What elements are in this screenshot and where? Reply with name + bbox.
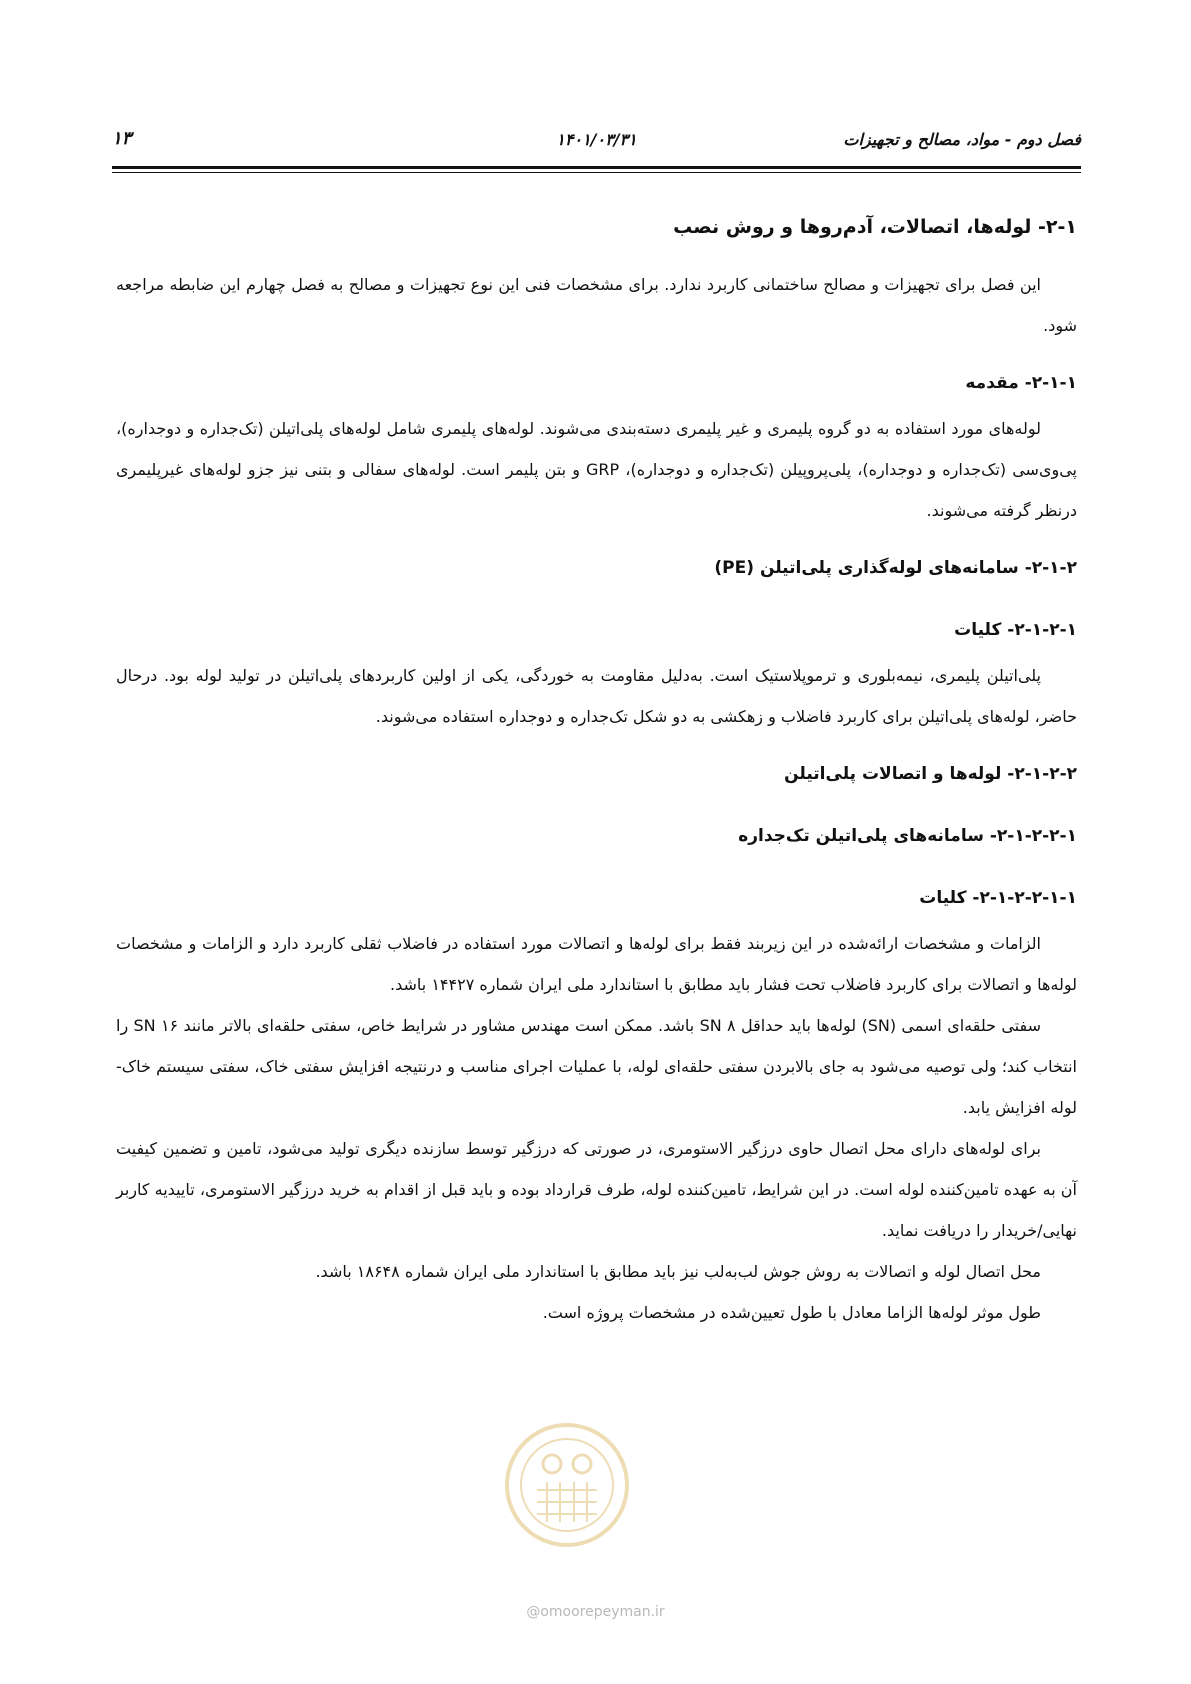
subsection-heading: ۲-۱-۲- سامانه‌های لوله‌گذاری پلی‌اتیلن (PE) [714, 558, 1077, 578]
paragraph: برای لوله‌های دارای محل اتصال حاوی درزگیر الاستومری، در صورتی که درزگیر توسط سازنده دیگری تولید می‌شود، تامین و تضمین کیفیت آن به عهده تامین‌کننده لوله است. در این شرایط، تامین‌کننده لوله، طرف قرارداد بوده و باید قبل از اقدام به خرید درزگیر الاستومری، تاییدیه کاربر نهایی/خریدار را دریافت نماید. [116, 1139, 1077, 1240]
document-date: ۱۴۰۱/۰۳/۳۱ [556, 130, 637, 149]
subsection-heading: ۲-۱-۲-۲-۱-۱- کلیات [919, 888, 1077, 908]
subsection-heading: ۲-۱-۱- مقدمه [965, 373, 1077, 393]
chapter-title: فصل دوم - مواد، مصالح و تجهیزات [843, 130, 1081, 149]
paragraph: الزامات و مشخصات ارائه‌شده در این زیربند فقط برای لوله‌ها و اتصالات مورد استفاده در فاضلاب ثقلی کاربرد دارد و الزامات و مشخصات لوله‌ها و اتصالات برای کاربرد فاضلاب تحت فشار باید مطابق با استاندارد ملی ایران شماره ۱۴۴۲۷ باشد. [116, 934, 1077, 994]
paragraph: محل اتصال لوله و اتصالات به روش جوش لب‌به‌لب نیز باید مطابق با استاندارد ملی ایران شماره ۱۸۶۴۸ باشد. [315, 1262, 1041, 1281]
watermark-stamp-icon [502, 1420, 632, 1550]
paragraph: پلی‌اتیلن پلیمری، نیمه‌بلوری و ترموپلاستیک است. به‌دلیل مقاومت به خوردگی، یکی از اولین کاربردهای پلی‌اتیلن در تولید لوله بود. درحال حاضر، لوله‌های پلی‌اتیلن برای کاربرد فاضلاب و زهکشی به دو شکل تک‌جداره و دوجداره استفاده می‌شوند. [116, 666, 1077, 726]
paragraph: سفتی حلقه‌ای اسمی (SN) لوله‌ها باید حداقل SN ۸ باشد. ممکن است مهندس مشاور در شرایط خاص، سفتی حلقه‌ای بالاتر مانند SN ۱۶ را انتخاب کند؛ ولی توصیه می‌شود به جای بالابردن سفتی حلقه‌ای لوله، با عملیات اجرای مناسب و درنتیجه افزایش سفتی خاک، سفتی سیستم خاک- لوله افزایش یابد. [116, 1016, 1077, 1117]
subsection-heading: ۲-۱-۲-۲-۱- سامانه‌های پلی‌اتیلن تک‌جداره [738, 826, 1077, 846]
paragraph: لوله‌های مورد استفاده به دو گروه پلیمری و غیر پلیمری دسته‌بندی می‌شوند. لوله‌های پلیمری شامل لوله‌های پلی‌اتیلن (تک‌جداره و دوجداره)، پی‌وی‌سی (تک‌جداره و دوجداره)، پلی‌پروپیلن (تک‌جداره و دوجداره)، GRP و بتن پلیمر است. لوله‌های سفالی و بتنی نیز جزو لوله‌های غیرپلیمری درنظر گرفته می‌شوند. [116, 419, 1077, 520]
header-rule-thick [112, 166, 1081, 169]
watermark-handle: @omoorepeyman.ir [526, 1604, 665, 1620]
page-body [116, 212, 1077, 1333]
subsection-heading: ۲-۱-۲-۱- کلیات [954, 620, 1077, 640]
page-header [112, 126, 1081, 156]
header-rule-thin [112, 172, 1081, 173]
paragraph: طول موثر لوله‌ها الزاما معادل با طول تعیین‌شده در مشخصات پروژه است. [542, 1303, 1041, 1322]
section-heading: ۲-۱- لوله‌ها، اتصالات، آدم‌روها و روش نصب [673, 216, 1077, 238]
page-number: ۱۳ [112, 128, 132, 149]
subsection-heading: ۲-۱-۲-۲- لوله‌ها و اتصالات پلی‌اتیلن [784, 764, 1077, 784]
paragraph: این فصل برای تجهیزات و مصالح ساختمانی کاربرد ندارد. برای مشخصات فنی این نوع تجهیزات و مصالح به فصل چهارم این ضابطه مراجعه شود. [116, 275, 1077, 335]
